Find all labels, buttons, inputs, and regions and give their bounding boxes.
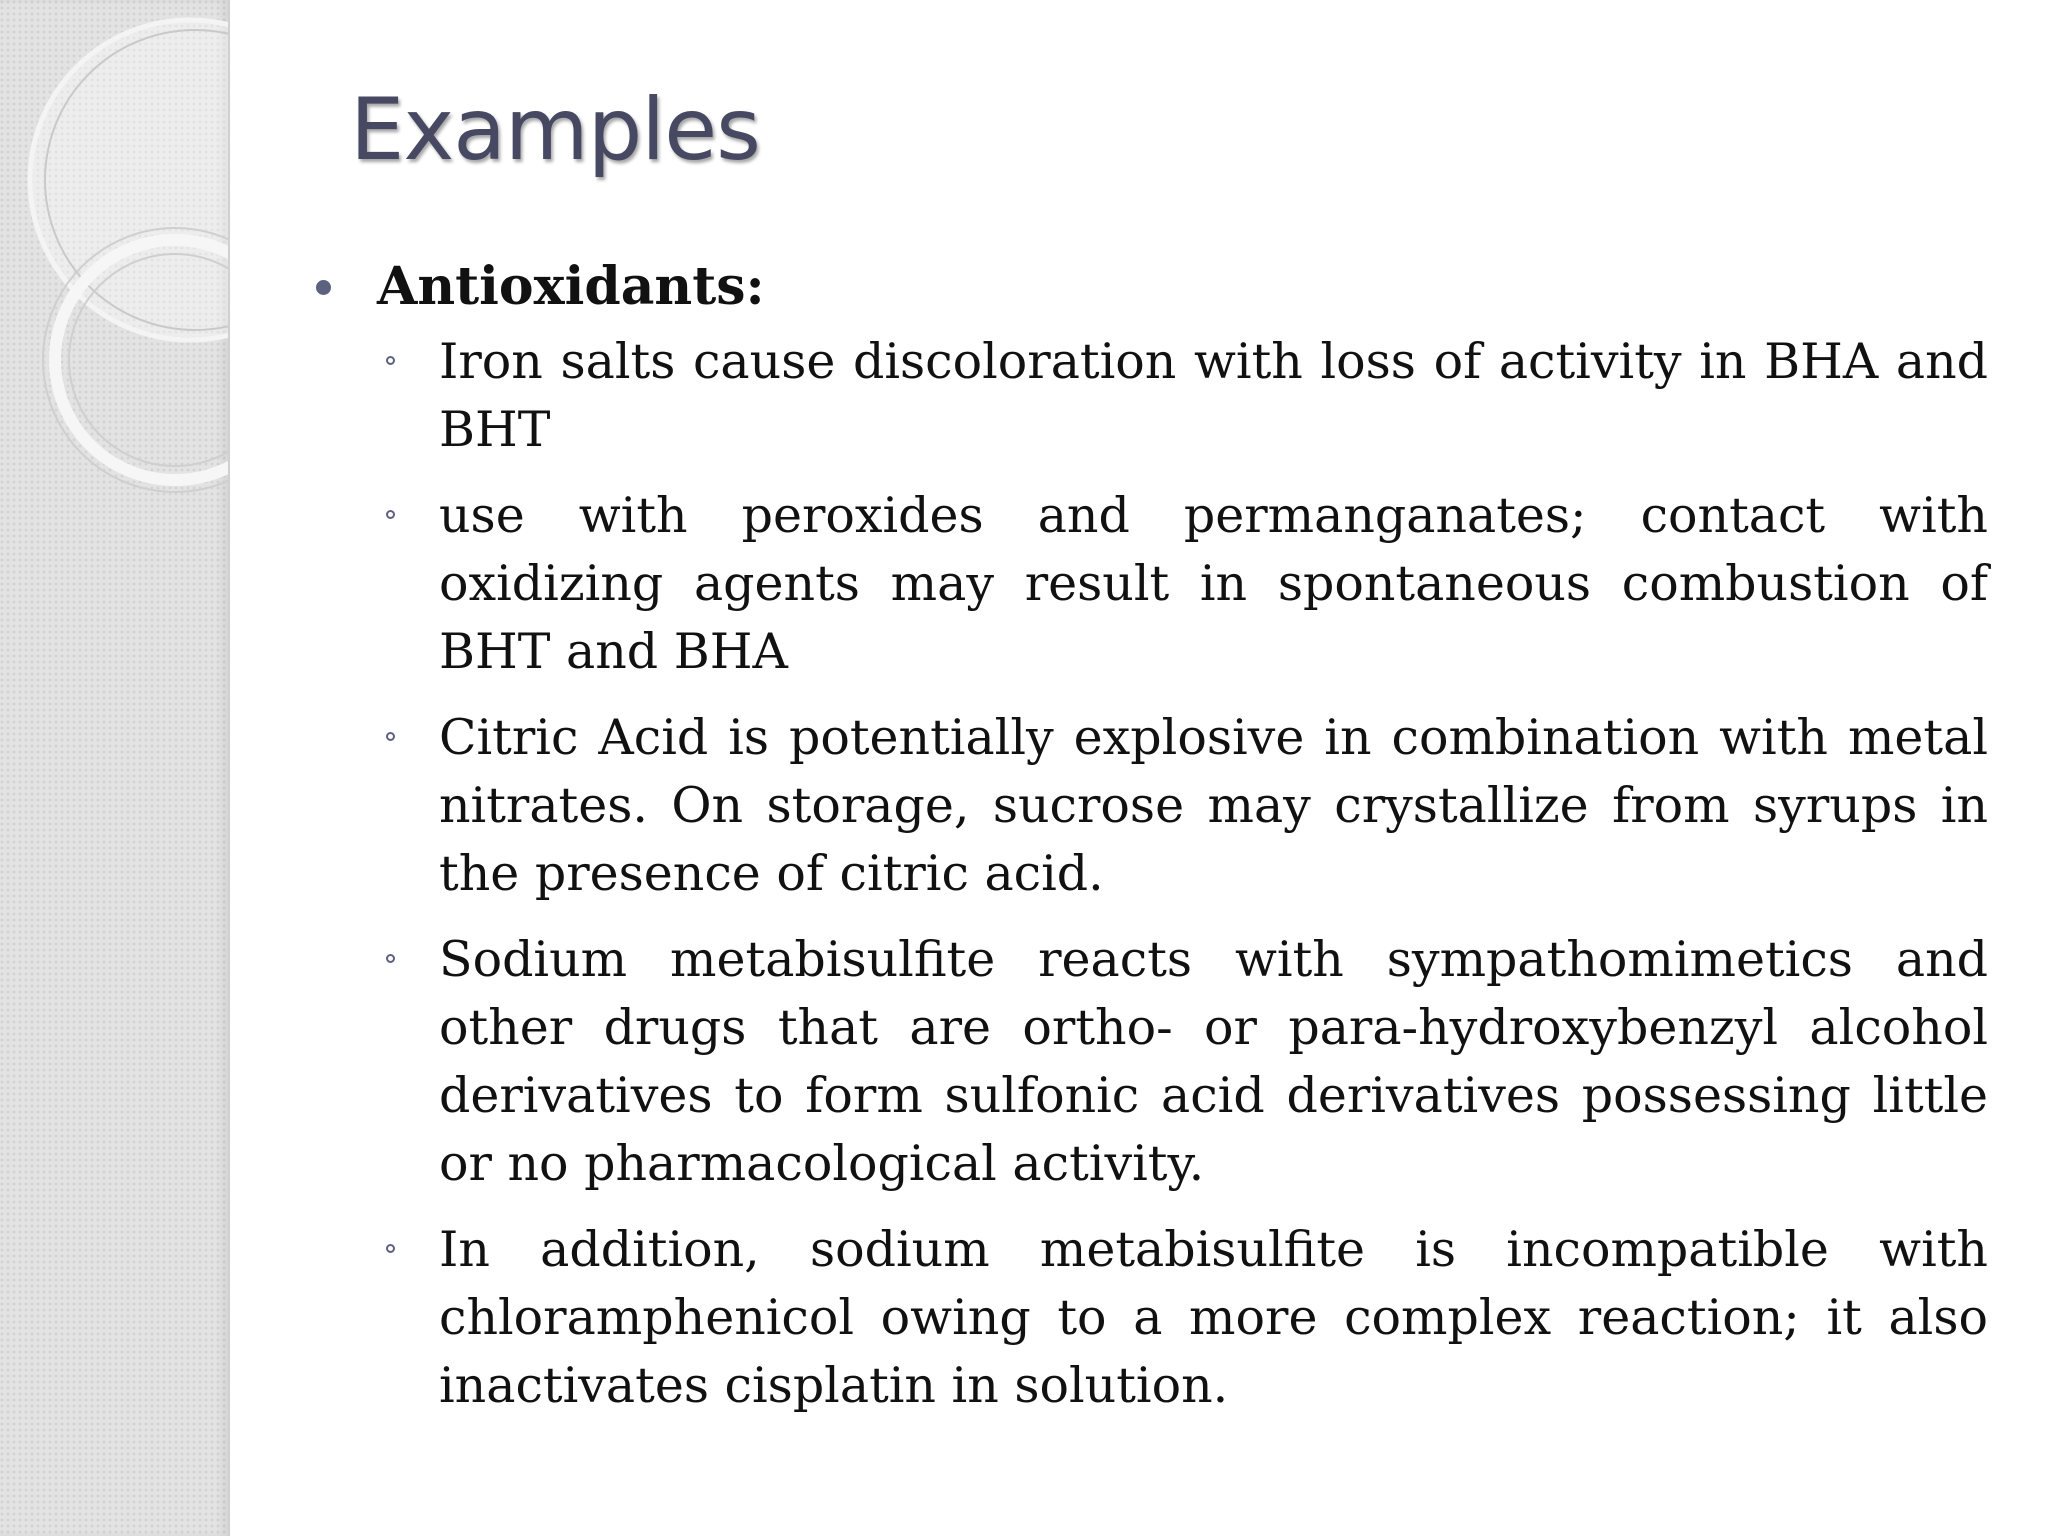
sub-bullet-ring-icon [386,732,395,741]
sub-bullet-item [312,328,1988,464]
bullet-antioxidants [312,252,1988,322]
section-heading: Antioxidants: [377,256,765,317]
sub-bullet-text: In addition, sodium metabisulfite is incompatible with chloramphenicol owing to a more complex reaction; it also inactivates cisplatin in solution. [439,1221,1988,1414]
bullet-dot-icon [316,280,331,295]
sub-bullet-list [312,328,1988,1420]
decorative-rings-icon [0,0,228,1536]
sub-bullet-text: Sodium metabisulfite reacts with sympathomimetics and other drugs that are ortho- or para-hydroxybenzyl alcohol derivatives to form sulfonic acid derivatives possessing little or no pharmacological activity. [439,931,1988,1192]
sub-bullet-text: use with peroxides and permanganates; contact with oxidizing agents may result in spontaneous combustion of BHT and BHA [439,487,1988,680]
sub-bullet-ring-icon [386,356,395,365]
sub-bullet-item [312,482,1988,686]
sub-bullet-text: Iron salts cause discoloration with loss of activity in BHA and BHT [439,333,1988,458]
slide-content [312,252,1988,1438]
sub-bullet-item [312,1216,1988,1420]
sub-bullet-ring-icon [386,1244,395,1253]
sub-bullet-item [312,926,1988,1198]
sub-bullet-ring-icon [386,510,395,519]
sub-bullet-ring-icon [386,954,395,963]
sub-bullet-item [312,704,1988,908]
decorative-side-panel [0,0,230,1536]
sub-bullet-text: Citric Acid is potentially explosive in combination with metal nitrates. On storage, sucrose may crystallize from syrups in the presence of citric acid. [439,709,1988,902]
slide-title: Examples [350,80,760,180]
